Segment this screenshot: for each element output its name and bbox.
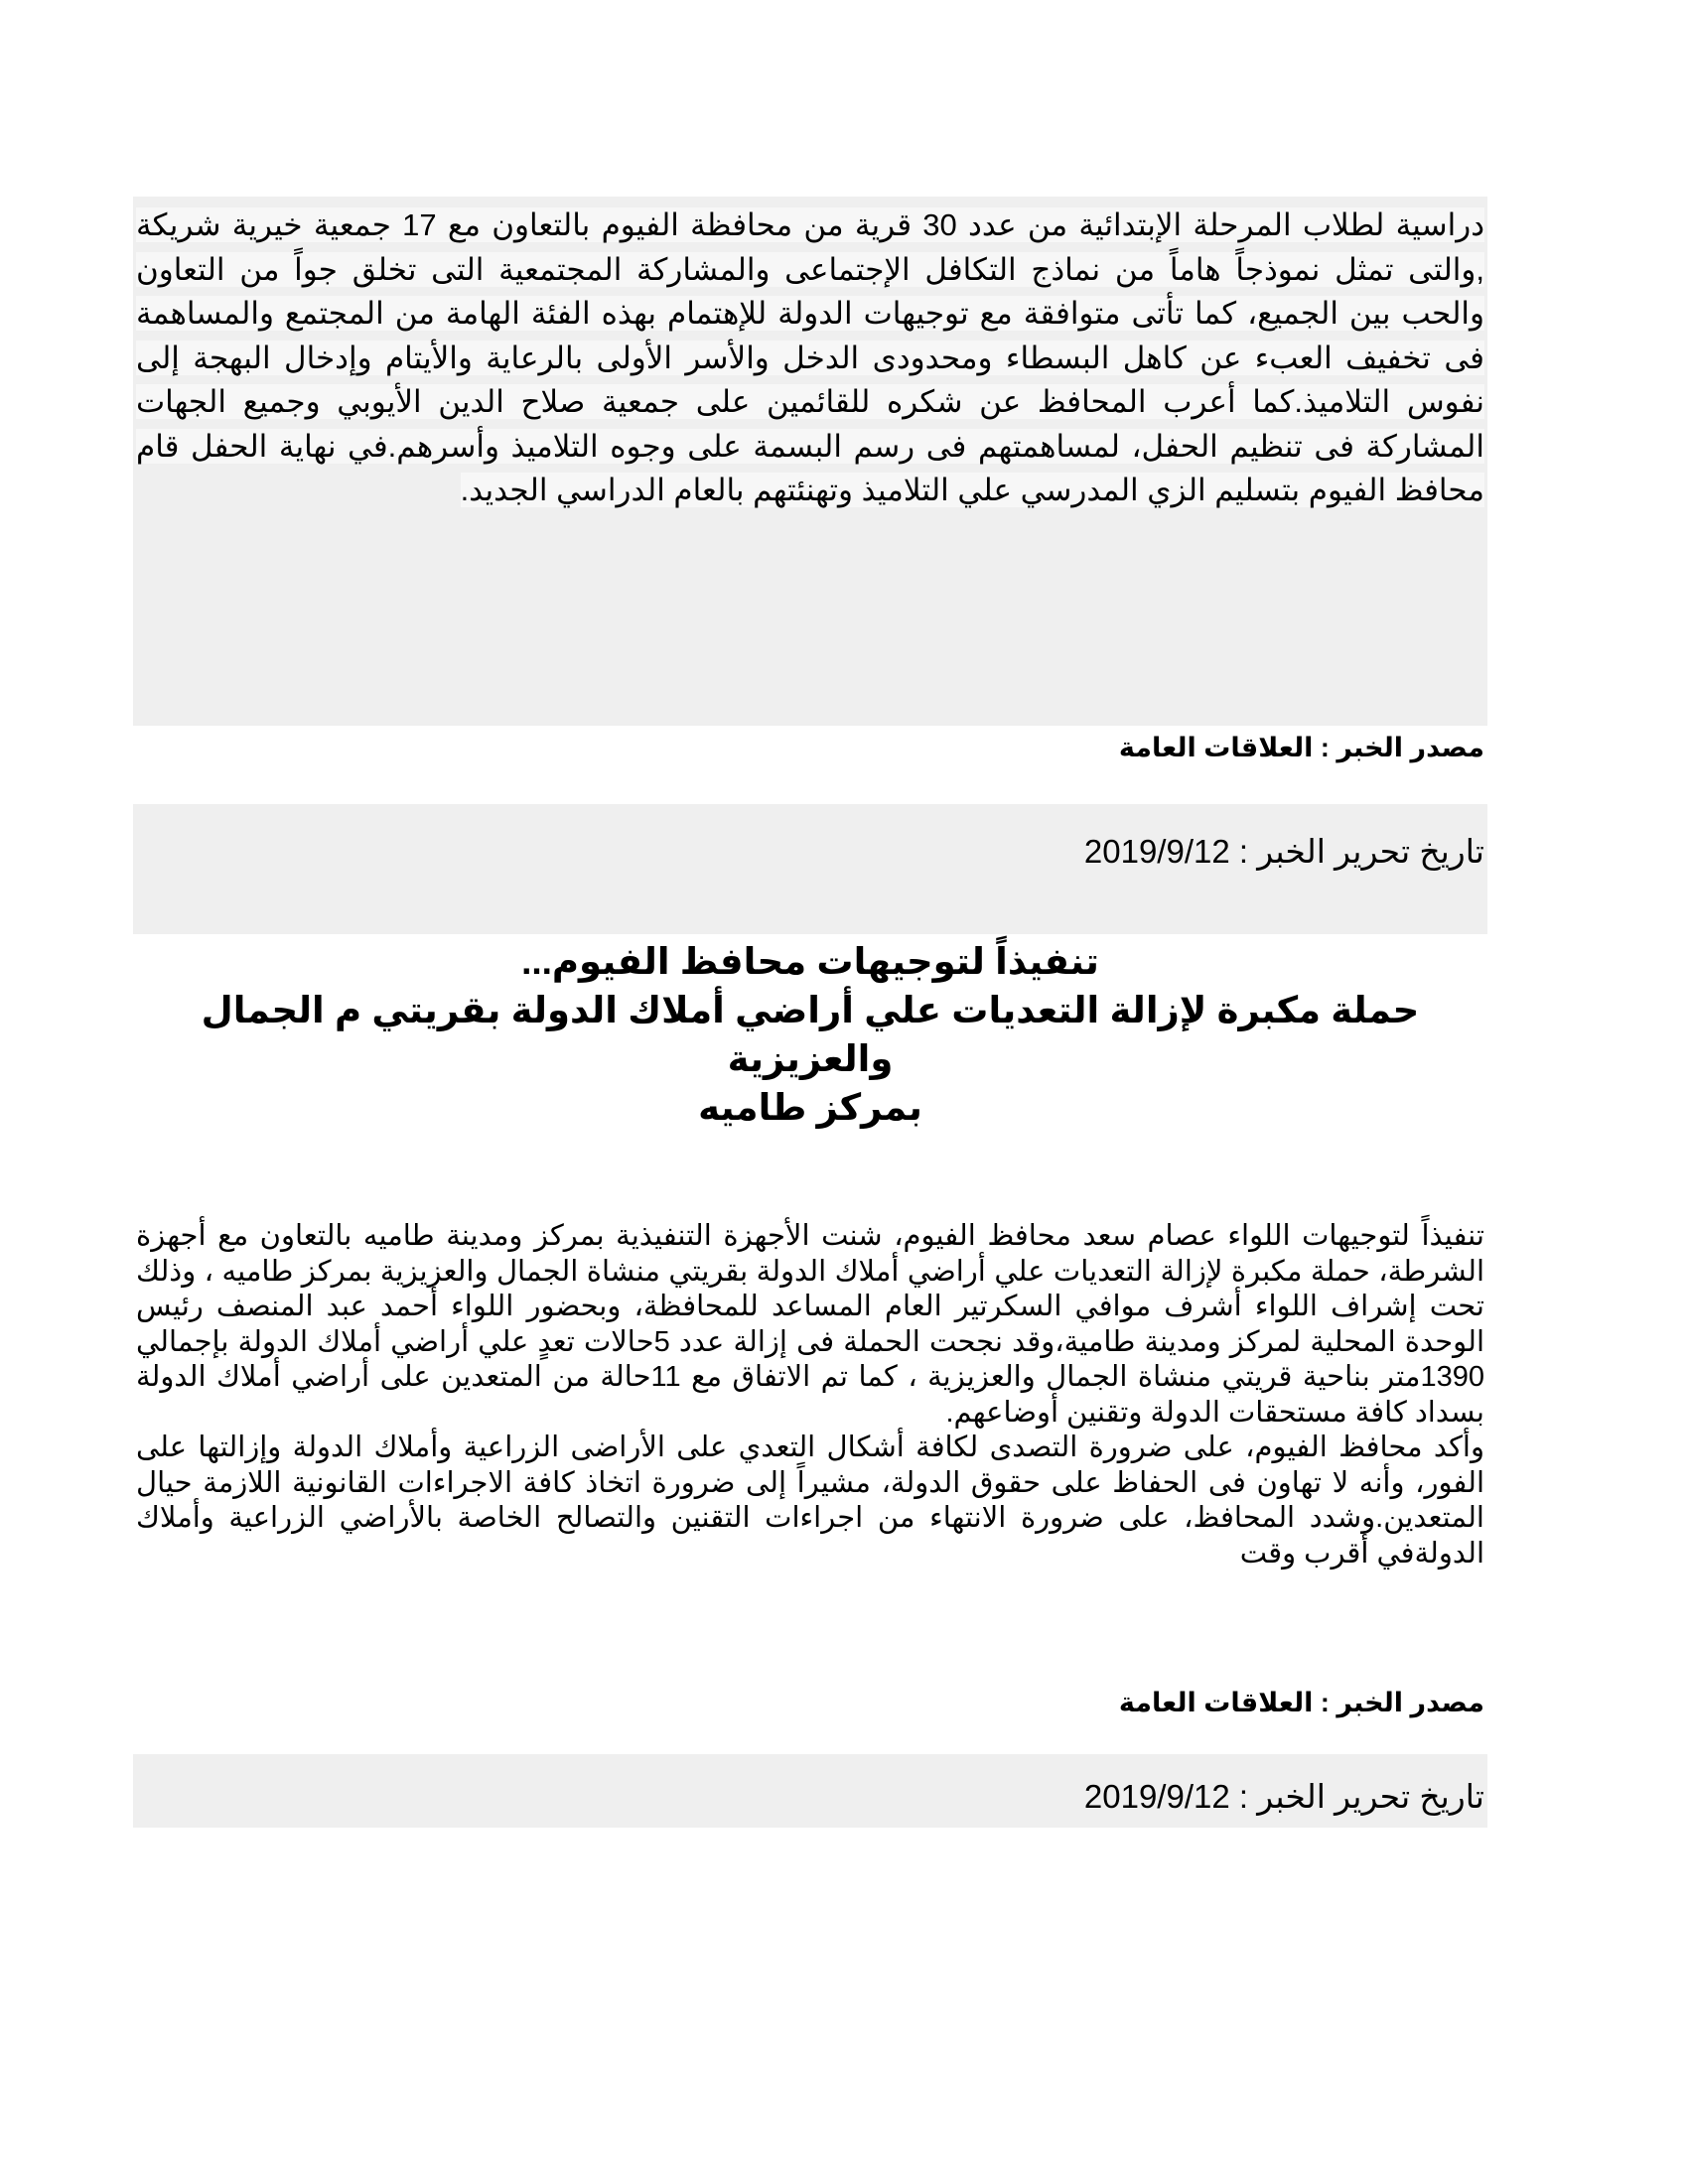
article1-date: تاريخ تحرير الخبر : 2019/9/12 [1083,833,1484,870]
article2-paragraph-1: تنفيذاً لتوجيهات اللواء عصام سعد محافظ الفيوم، شنت الأجهزة التنفيذية بمركز ومدينة طاميه بالتعاون مع أجهزة الشرطة، حملة مكبرة لإزالة التعديات علي أراضي أملاك الدولة بقريتي منشاة الجمال والعزيزية بمركز طاميه ، وذلك تحت إشراف اللواء أشرف موافي السكرتير العام المساعد للمحافظة، وبحضور اللواء أحمد عبد المنصف رئيس الوحدة المحلية لمركز ومدينة طامية،وقد نجحت الحملة فى إزالة عدد 5حالات تعدٍ علي أراضي أملاك الدولة بإجمالي 1390متر بناحية قريتي منشاة الجمال والعزيزية ، كما تم الاتفاق مع 11حالة من المتعدين على أراضي أملاك الدولة بسداد كافة مستحقات الدولة وتقنين أوضاعهم. [136,1220,1484,1429]
headline-line-2: حملة مكبرة لإزالة التعديات علي أراضي أملاك الدولة بقريتي م الجمال والعزيزية [201,990,1420,1079]
article2-headline [136,937,1484,1132]
article2-paragraph-2: وأكد محافظ الفيوم، على ضرورة التصدى لكافة أشكال التعدي على الأراضى الزراعية وأملاك الدولة وإزالتها على الفور، وأنه لا تهاون فى الحفاظ على حقوق الدولة، مشيراً إلى ضرورة اتخاذ كافة الاجراءات القانونية اللازمة حيال المتعدين.وشدد المحافظ، على ضرورة الانتهاء من اجراءات التقنين والتصالح الخاصة بالأراضي الزراعية وأملاك الدولةفي أقرب وقت [136,1432,1484,1570]
article1-source: مصدر الخبر : العلاقات العامة [1118,733,1484,762]
article1-body [136,204,1484,513]
article1-paragraph: دراسية لطلاب المرحلة الإبتدائية من عدد 30 قرية من محافظة الفيوم بالتعاون مع 17 جمعية خيرية شريكة ,والتى تمثل نموذجاً هاماً من نماذج التكافل الإجتماعى والمشاركة المجتمعية التى تخلق جواً من التعاون والحب بين الجميع، كما تأتى متوافقة مع توجيهات الدولة للإهتمام بهذه الفئة الهامة من المجتمع والمساهمة فى تخفيف العبء عن كاهل البسطاء ومحدودى الدخل والأسر الأولى بالرعاية والأيتام وإدخال البهجة إلى نفوس التلاميذ.كما أعرب المحافظ عن شكره للقائمين على جمعية صلاح الدين الأيوبي وجميع الجهات المشاركة فى تنظيم الحفل، لمساهمتهم فى رسم البسمة على وجوه التلاميذ وأسرهم.في نهاية الحفل قام محافظ الفيوم بتسليم الزي المدرسي علي التلاميذ وتهنئتهم بالعام الدراسي الجديد. [136,207,1484,507]
headline-line-1: تنفيذاً لتوجيهات محافظ الفيوم... [521,941,1099,982]
article2-body [136,1219,1484,1571]
headline-line-3: بمركز طاميه [698,1087,922,1128]
article2-source: مصدر الخبر : العلاقات العامة [1118,1688,1484,1717]
article2-date: تاريخ تحرير الخبر : 2019/9/12 [1083,1778,1484,1815]
